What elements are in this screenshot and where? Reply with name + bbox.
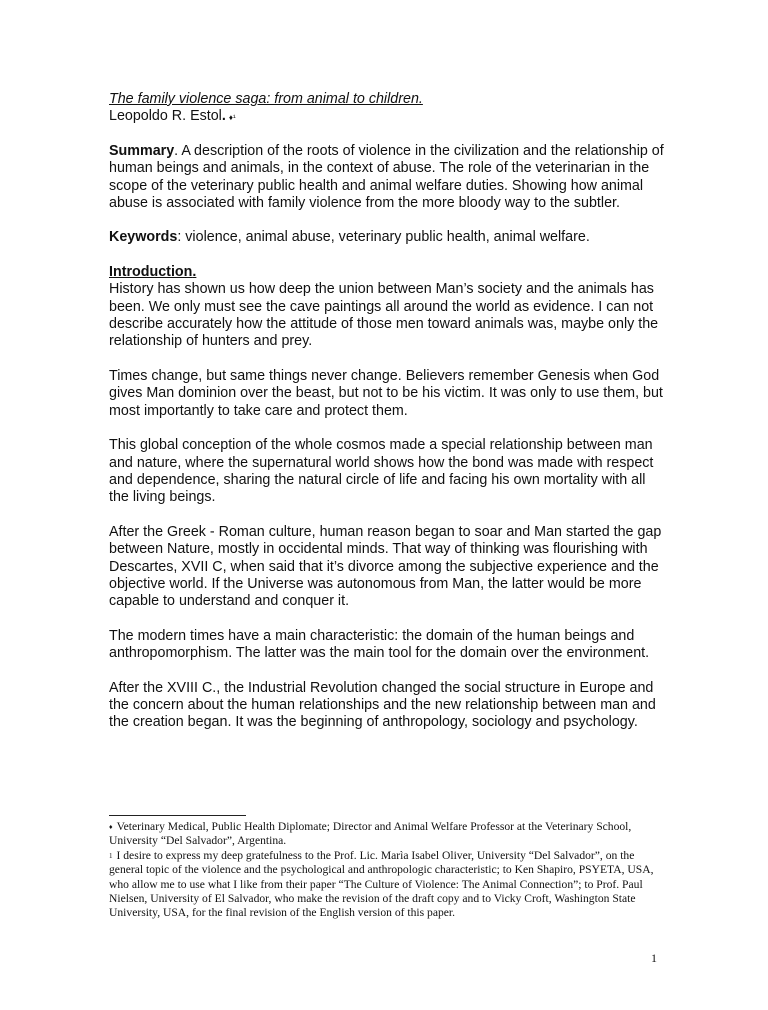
author-name: Leopoldo R. Estol <box>109 108 222 125</box>
document-body <box>109 91 669 732</box>
author-line <box>109 108 669 125</box>
introduction-paragraph-6: After the XVIII C., the Industrial Revolution changed the social structure in Europe and the concern about the human relationships and the new relationship between man and the creation began. It was the beginning of anthropology, sociology and psychology. <box>109 679 656 731</box>
introduction-paragraph-5: The modern times have a main characteristic: the domain of the human beings and anthropomorphism. The latter was the main tool for the domain over the environment. <box>109 627 650 662</box>
introduction-paragraph-3: This global conception of the whole cosmos made a special relationship between man and nature, where the supernatural world shows how the bond was made with respect and dependence, sharing the natural circle of life and facing his own mortality with all the living beings. <box>109 437 654 506</box>
introduction-paragraph-4: After the Greek - Roman culture, human reason began to soar and Man started the gap between Nature, mostly in occidental minds. That way of thinking was flourishing with Descartes, XVII C, when said that it’s divorce among the subjective experience and the objective world. If the Universe was autonomous from Man, the latter would be more capable to understand and conquer it. <box>109 523 662 610</box>
introduction-paragraph-1: History has shown us how deep the union between Man’s society and the animals has been. We only must see the cave paintings all around the world as evidence. I can not describe accurately how the attitude of those men toward animals was, maybe only the relationship of hunters and prey. <box>109 281 659 350</box>
summary-paragraph <box>109 143 669 213</box>
footnote-1 <box>109 820 669 849</box>
keywords-label: Keywords <box>109 229 178 246</box>
summary-text: . A description of the roots of violence in the civilization and the relationship of human beings and animals, in the context of abuse. The role of the veterinarian in the scope of the veterinary public health and animal welfare duties. Showing how animal abuse is associated with family violence from the more bloody way to the subtler. <box>109 142 664 212</box>
footnote-2-text: I desire to express my deep gratefulness to the Prof. Lic. Marìa Isabel Oliver, University “Del Salvador”, on the general topic of the violence and the psychological and anthropologic characteristic; to Ken Shapiro, PSYETA, USA, who allow me to use what I like from their paper “The Culture of Violence: The Animal Connection”; to Prof. Paul Nielsen, University of El Salvador, who make the revision of the draft copy and to Vicky Croft, Washington State University, USA, for the final revision of the English version of this paper. <box>109 848 654 920</box>
introduction-heading-suffix: . <box>192 263 197 280</box>
keywords-paragraph <box>109 229 669 246</box>
footnotes <box>109 820 669 921</box>
footnote-1-mark: ♦ <box>109 823 113 831</box>
introduction-heading-line <box>109 264 669 281</box>
footnote-1-text: Veterinary Medical, Public Health Diplomate; Director and Animal Welfare Professor at the Veterinary School, University “Del Salvador”, Argentina. <box>109 820 632 848</box>
document-title: The family violence saga: from animal to children. <box>109 91 423 107</box>
author-footnote-marks: ♦¹ <box>228 113 236 123</box>
footnote-2-mark: 1 <box>109 851 113 860</box>
footnote-separator <box>109 815 246 816</box>
introduction-heading <box>109 264 196 280</box>
introduction-heading-text: Introduction <box>109 263 193 280</box>
introduction-paragraph-2: Times change, but same things never change. Believers remember Genesis when God gives Man dominion over the beast, but not to be his victim. It was only to use them, but most importantly to take care and protect them. <box>109 367 663 419</box>
keywords-text: : violence, animal abuse, veterinary public health, animal welfare. <box>177 229 590 246</box>
summary-label: Summary <box>109 142 175 159</box>
footnote-2 <box>109 849 669 921</box>
author-period: . <box>221 108 226 125</box>
page-number: 1 <box>651 951 657 965</box>
